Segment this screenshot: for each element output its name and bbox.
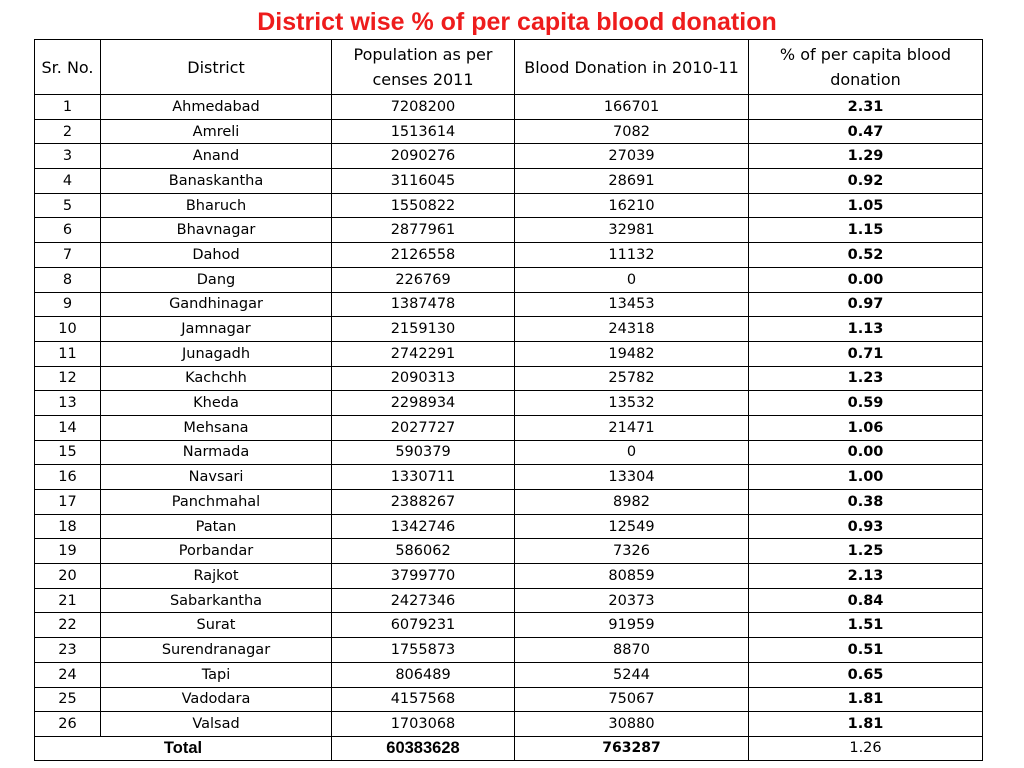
cell-district: Amreli: [101, 119, 332, 144]
cell-population: 1342746: [332, 514, 515, 539]
table-row: [35, 687, 983, 712]
cell-per-capita: 1.06: [749, 415, 983, 440]
cell-district: Bhavnagar: [101, 218, 332, 243]
table-row: [35, 440, 983, 465]
cell-district: Surat: [101, 613, 332, 638]
cell-per-capita: 1.00: [749, 465, 983, 490]
cell-sr-no: 2: [35, 119, 101, 144]
table-row: [35, 317, 983, 342]
cell-blood-donation: 5244: [515, 662, 749, 687]
table-row: [35, 588, 983, 613]
cell-per-capita: 1.13: [749, 317, 983, 342]
header-population: Population as per censes 2011: [332, 40, 515, 95]
cell-sr-no: 5: [35, 193, 101, 218]
cell-blood-donation: 166701: [515, 95, 749, 120]
cell-district: Banaskantha: [101, 169, 332, 194]
header-blood-donation: Blood Donation in 2010-11: [515, 40, 749, 95]
cell-district: Patan: [101, 514, 332, 539]
cell-per-capita: 1.29: [749, 144, 983, 169]
cell-population: 2298934: [332, 391, 515, 416]
total-population: 60383628: [332, 736, 515, 760]
table-row: [35, 119, 983, 144]
table-row: [35, 144, 983, 169]
cell-blood-donation: 30880: [515, 712, 749, 737]
cell-district: Anand: [101, 144, 332, 169]
cell-population: 2742291: [332, 341, 515, 366]
cell-population: 3799770: [332, 564, 515, 589]
cell-district: Bharuch: [101, 193, 332, 218]
cell-district: Ahmedabad: [101, 95, 332, 120]
cell-district: Kachchh: [101, 366, 332, 391]
cell-sr-no: 3: [35, 144, 101, 169]
cell-population: 4157568: [332, 687, 515, 712]
cell-population: 2159130: [332, 317, 515, 342]
table-row: [35, 539, 983, 564]
cell-blood-donation: 12549: [515, 514, 749, 539]
cell-per-capita: 1.23: [749, 366, 983, 391]
cell-per-capita: 0.00: [749, 267, 983, 292]
cell-blood-donation: 75067: [515, 687, 749, 712]
table-row: [35, 169, 983, 194]
cell-blood-donation: 7082: [515, 119, 749, 144]
cell-population: 806489: [332, 662, 515, 687]
cell-blood-donation: 20373: [515, 588, 749, 613]
cell-sr-no: 8: [35, 267, 101, 292]
cell-sr-no: 14: [35, 415, 101, 440]
cell-per-capita: 2.31: [749, 95, 983, 120]
cell-blood-donation: 7326: [515, 539, 749, 564]
blood-donation-table: [34, 39, 983, 761]
cell-sr-no: 11: [35, 341, 101, 366]
cell-sr-no: 13: [35, 391, 101, 416]
cell-per-capita: 0.59: [749, 391, 983, 416]
table-row: [35, 613, 983, 638]
header-per-capita: % of per capita blood donation: [749, 40, 983, 95]
cell-per-capita: 0.93: [749, 514, 983, 539]
total-row: [35, 736, 983, 760]
cell-district: Sabarkantha: [101, 588, 332, 613]
table-row: [35, 95, 983, 120]
cell-blood-donation: 24318: [515, 317, 749, 342]
cell-population: 590379: [332, 440, 515, 465]
cell-blood-donation: 19482: [515, 341, 749, 366]
cell-district: Surendranagar: [101, 638, 332, 663]
cell-population: 586062: [332, 539, 515, 564]
cell-blood-donation: 28691: [515, 169, 749, 194]
header-sr-no: Sr. No.: [35, 40, 101, 95]
cell-district: Narmada: [101, 440, 332, 465]
table-row: [35, 243, 983, 268]
cell-population: 1330711: [332, 465, 515, 490]
cell-blood-donation: 8982: [515, 490, 749, 515]
table-row: [35, 564, 983, 589]
total-per-capita: 1.26: [749, 736, 983, 760]
table-row: [35, 341, 983, 366]
cell-district: Jamnagar: [101, 317, 332, 342]
cell-blood-donation: 21471: [515, 415, 749, 440]
cell-population: 1513614: [332, 119, 515, 144]
cell-district: Kheda: [101, 391, 332, 416]
total-donation: 763287: [515, 736, 749, 760]
cell-per-capita: 0.47: [749, 119, 983, 144]
cell-district: Navsari: [101, 465, 332, 490]
cell-population: 2126558: [332, 243, 515, 268]
cell-population: 3116045: [332, 169, 515, 194]
cell-per-capita: 0.71: [749, 341, 983, 366]
cell-blood-donation: 32981: [515, 218, 749, 243]
cell-district: Mehsana: [101, 415, 332, 440]
cell-sr-no: 24: [35, 662, 101, 687]
cell-sr-no: 4: [35, 169, 101, 194]
cell-sr-no: 7: [35, 243, 101, 268]
cell-sr-no: 18: [35, 514, 101, 539]
table-row: [35, 490, 983, 515]
cell-population: 7208200: [332, 95, 515, 120]
cell-blood-donation: 11132: [515, 243, 749, 268]
cell-blood-donation: 13532: [515, 391, 749, 416]
cell-per-capita: 1.05: [749, 193, 983, 218]
cell-per-capita: 0.84: [749, 588, 983, 613]
cell-district: Rajkot: [101, 564, 332, 589]
cell-sr-no: 15: [35, 440, 101, 465]
cell-district: Vadodara: [101, 687, 332, 712]
cell-per-capita: 0.38: [749, 490, 983, 515]
table-row: [35, 662, 983, 687]
cell-sr-no: 1: [35, 95, 101, 120]
cell-blood-donation: 0: [515, 440, 749, 465]
cell-per-capita: 0.65: [749, 662, 983, 687]
cell-district: Panchmahal: [101, 490, 332, 515]
table-row: [35, 193, 983, 218]
cell-population: 226769: [332, 267, 515, 292]
cell-per-capita: 1.81: [749, 687, 983, 712]
cell-population: 1703068: [332, 712, 515, 737]
cell-population: 2027727: [332, 415, 515, 440]
table-header-row: [35, 40, 983, 95]
cell-blood-donation: 0: [515, 267, 749, 292]
cell-sr-no: 10: [35, 317, 101, 342]
cell-sr-no: 25: [35, 687, 101, 712]
cell-per-capita: 2.13: [749, 564, 983, 589]
cell-population: 2388267: [332, 490, 515, 515]
cell-sr-no: 26: [35, 712, 101, 737]
cell-per-capita: 0.92: [749, 169, 983, 194]
cell-per-capita: 0.52: [749, 243, 983, 268]
cell-population: 1755873: [332, 638, 515, 663]
cell-sr-no: 20: [35, 564, 101, 589]
cell-population: 2427346: [332, 588, 515, 613]
cell-district: Porbandar: [101, 539, 332, 564]
header-district: District: [101, 40, 332, 95]
cell-sr-no: 16: [35, 465, 101, 490]
cell-blood-donation: 25782: [515, 366, 749, 391]
cell-sr-no: 23: [35, 638, 101, 663]
cell-per-capita: 1.15: [749, 218, 983, 243]
cell-blood-donation: 13453: [515, 292, 749, 317]
table-row: [35, 514, 983, 539]
cell-sr-no: 19: [35, 539, 101, 564]
table-row: [35, 465, 983, 490]
cell-blood-donation: 8870: [515, 638, 749, 663]
total-label: Total: [35, 736, 332, 760]
cell-per-capita: 0.51: [749, 638, 983, 663]
table-row: [35, 218, 983, 243]
cell-blood-donation: 80859: [515, 564, 749, 589]
cell-population: 2090276: [332, 144, 515, 169]
cell-blood-donation: 13304: [515, 465, 749, 490]
cell-per-capita: 0.97: [749, 292, 983, 317]
table-row: [35, 267, 983, 292]
cell-district: Tapi: [101, 662, 332, 687]
table-row: [35, 366, 983, 391]
cell-district: Valsad: [101, 712, 332, 737]
cell-sr-no: 22: [35, 613, 101, 638]
cell-population: 6079231: [332, 613, 515, 638]
table-row: [35, 638, 983, 663]
cell-sr-no: 21: [35, 588, 101, 613]
cell-blood-donation: 16210: [515, 193, 749, 218]
cell-per-capita: 1.25: [749, 539, 983, 564]
table-row: [35, 415, 983, 440]
cell-population: 1387478: [332, 292, 515, 317]
table-row: [35, 391, 983, 416]
cell-district: Gandhinagar: [101, 292, 332, 317]
cell-sr-no: 12: [35, 366, 101, 391]
cell-population: 2090313: [332, 366, 515, 391]
cell-population: 2877961: [332, 218, 515, 243]
table-body: [35, 95, 983, 737]
cell-sr-no: 17: [35, 490, 101, 515]
table-row: [35, 292, 983, 317]
cell-per-capita: 1.51: [749, 613, 983, 638]
cell-blood-donation: 91959: [515, 613, 749, 638]
page-title: District wise % of per capita blood donation: [257, 8, 777, 36]
cell-per-capita: 1.81: [749, 712, 983, 737]
cell-district: Dahod: [101, 243, 332, 268]
cell-district: Dang: [101, 267, 332, 292]
cell-district: Junagadh: [101, 341, 332, 366]
cell-per-capita: 0.00: [749, 440, 983, 465]
cell-population: 1550822: [332, 193, 515, 218]
table-row: [35, 712, 983, 737]
cell-sr-no: 6: [35, 218, 101, 243]
cell-sr-no: 9: [35, 292, 101, 317]
cell-blood-donation: 27039: [515, 144, 749, 169]
